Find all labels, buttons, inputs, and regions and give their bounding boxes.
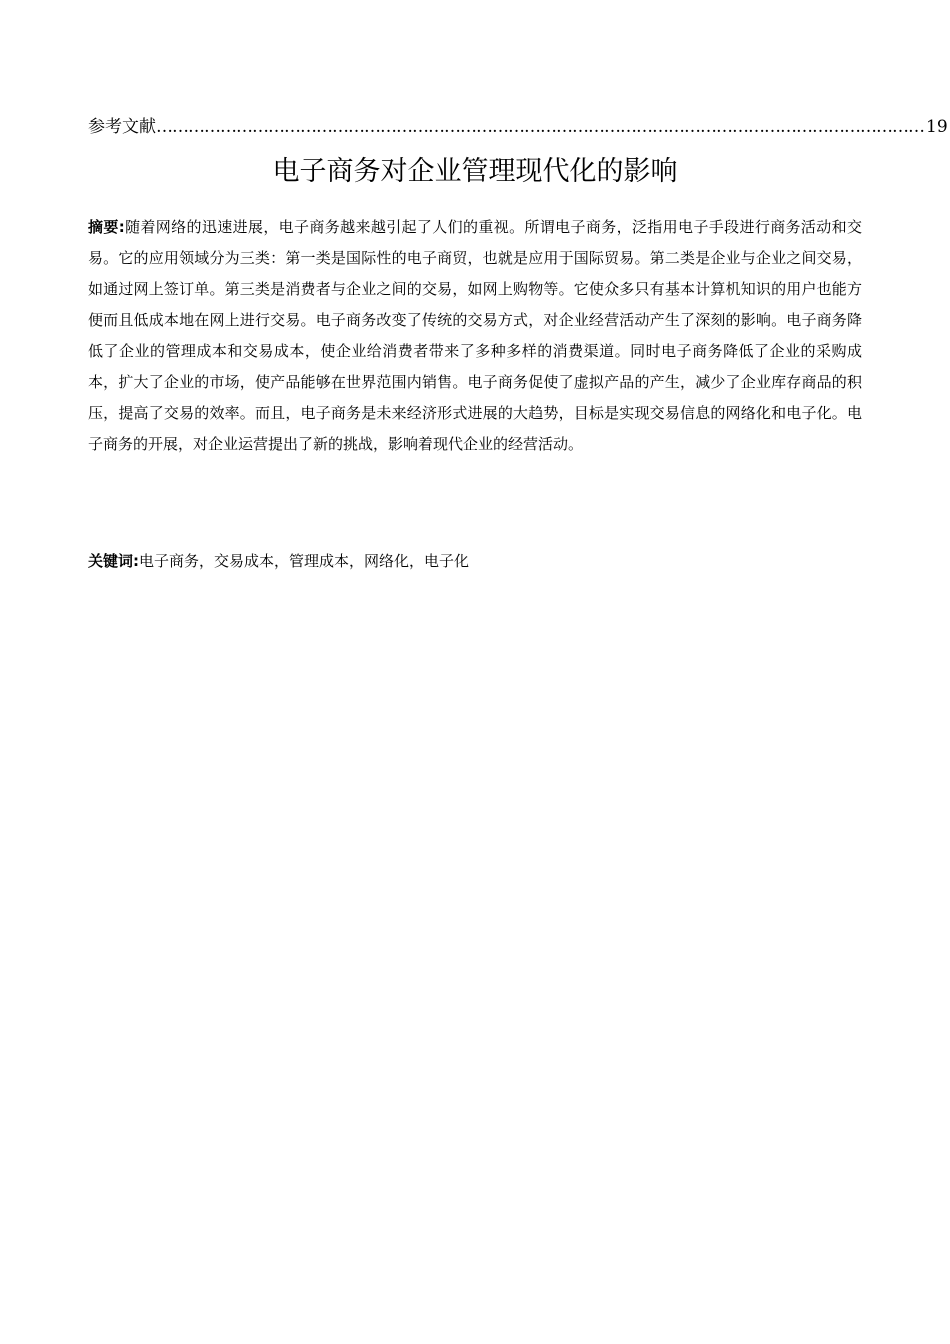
keywords-text: 电子商务，交易成本，管理成本，网络化，电子化 [139, 552, 470, 570]
abstract-paragraph [88, 212, 862, 460]
toc-page-number: 19 [926, 117, 948, 137]
toc-dot-leader: ……………………………………………………………………………………………………………………………… [156, 117, 924, 137]
abstract-label: 摘要: [88, 218, 125, 236]
keywords-label: 关键词: [88, 552, 139, 570]
document-title: 电子商务对企业管理现代化的影响 [272, 156, 678, 187]
abstract-text: 随着网络的迅速进展，电子商务越来越引起了人们的重视。所谓电子商务，泛指用电子手段进行商务活动和交易。它的应用领域分为三类：第一类是国际性的电子商贸，也就是应用于国际贸易。第二类是企业与企业之间交易，如通过网上签订单。第三类是消费者与企业之间的交易，如网上购物等。它使众多只有基本计算机知识的用户也能方便而且低成本地在网上进行交易。电子商务改变了传统的交易方式，对企业经营活动产生了深刻的影响。电子商务降低了企业的管理成本和交易成本，使企业给消费者带来了多种多样的消费渠道。同时电子商务降低了企业的采购成本，扩大了企业的市场，使产品能够在世界范围内销售。电子商务促使了虚拟产品的产生，减少了企业库存商品的积压，提高了交易的效率。而且，电子商务是未来经济形式进展的大趋势，目标是实现交易信息的网络化和电子化。电子商务的开展，对企业运营提出了新的挑战，影响着现代企业的经营活动。 [88, 218, 862, 453]
toc-entry-references[interactable] [88, 114, 948, 140]
toc-entry-title: 参考文献 [88, 117, 156, 137]
keywords-line [88, 547, 862, 575]
